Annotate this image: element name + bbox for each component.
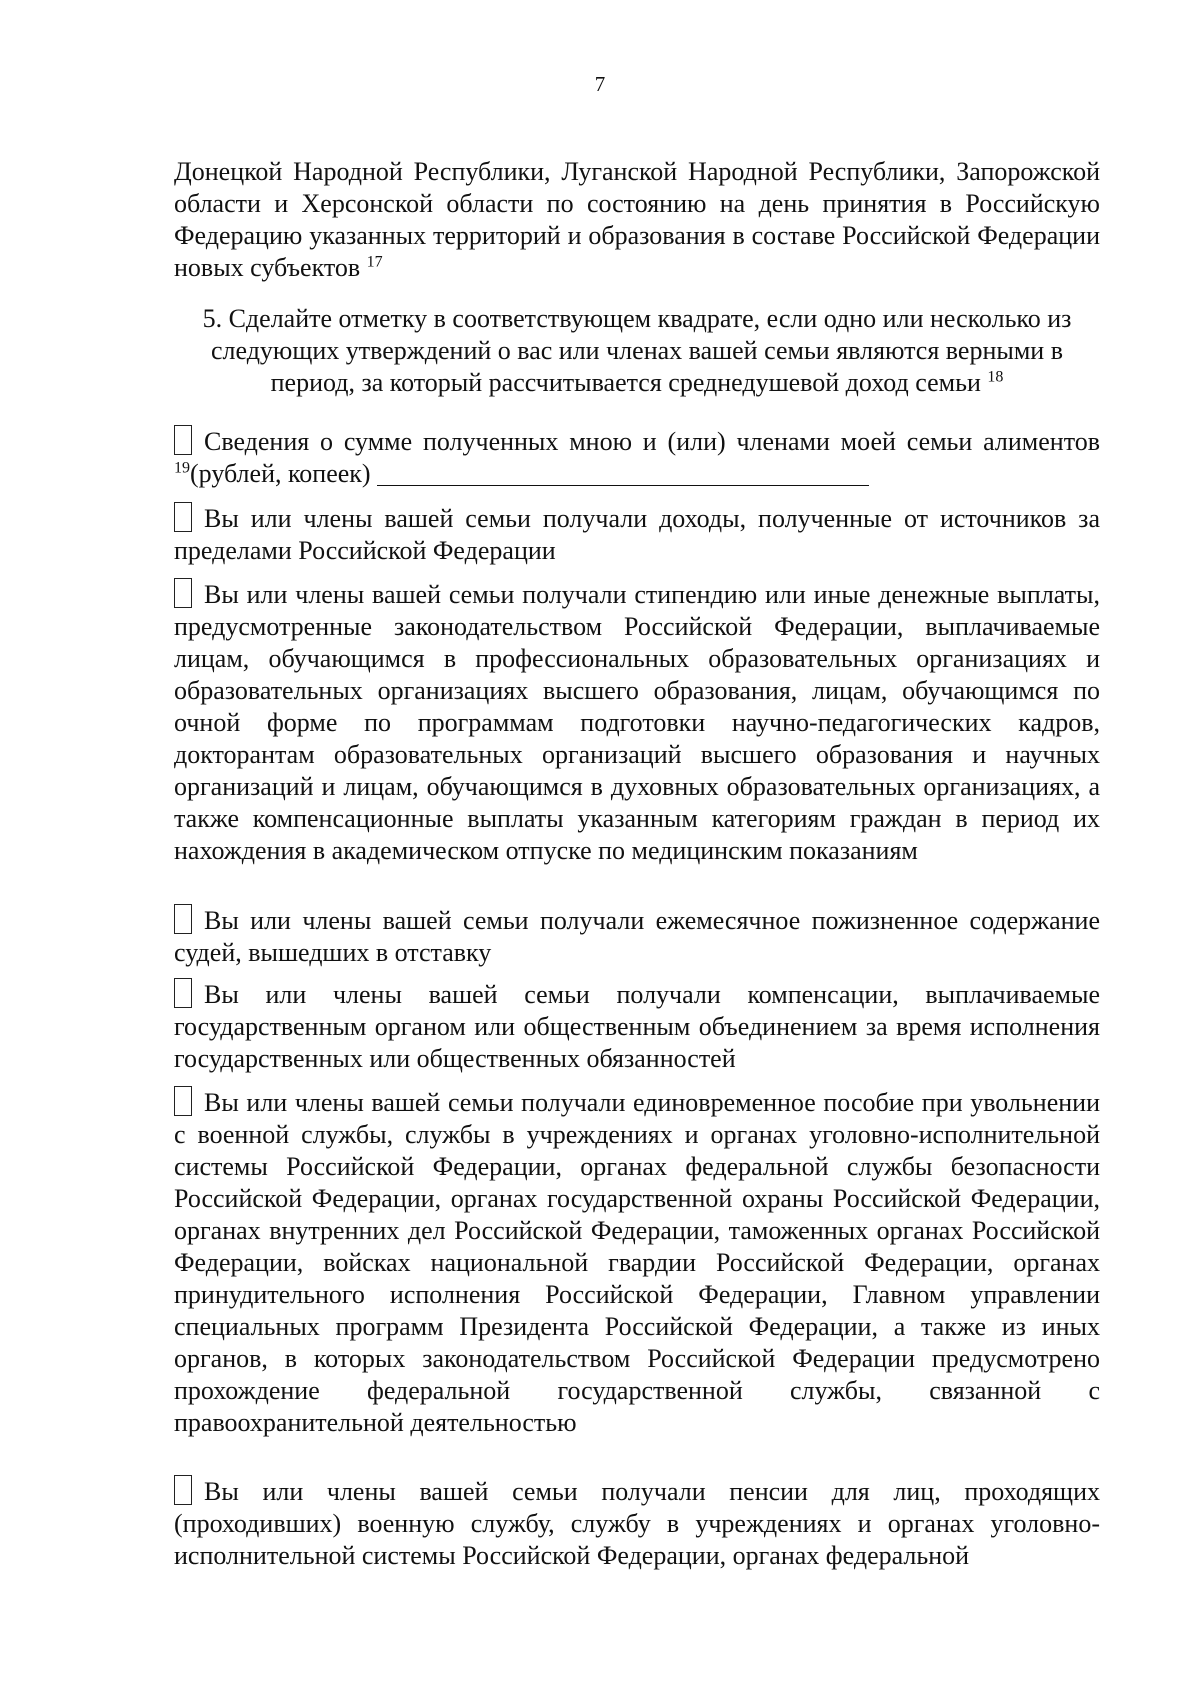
checkbox-judge-allowance[interactable] bbox=[174, 904, 192, 934]
item-text-dismissal-allowance: Вы или члены вашей семьи получали единовременное пособие при увольнении с военной службы, службы в учреждениях и органах уголовно-исполнительной системы Российской Федерации, органах федеральной службы безопасности Российской Федерации, органах государственной охраны Российской Федерации, органах внутренних дел Российской Федерации, таможенных органах Российской Федерации, войсках национальной гвардии Российской Федерации, органах принудительного исполнения Российской Федерации, Главном управлении специальных программ Президента Российской Федерации, а также из иных органов, в которых законодательством Российской Федерации предусмотрено прохождение федеральной государственной службы, связанной с правоохранительной деятельностью bbox=[174, 1088, 1100, 1437]
section-5-heading bbox=[174, 303, 1100, 399]
checkbox-item-stipend bbox=[174, 578, 1100, 867]
intro-text: Донецкой Народной Республики, Луганской Народной Республики, Запорожской области и Херсонской области по состоянию на день принятия в Российскую Федерацию указанных территорий и образования в составе Российской Федерации новых субъектов bbox=[174, 157, 1100, 282]
checkbox-item-judge-allowance bbox=[174, 904, 1100, 969]
footnote-ref-19: 19 bbox=[174, 459, 190, 477]
checkbox-item-pension bbox=[174, 1475, 1100, 1572]
footnote-ref-17: 17 bbox=[366, 253, 383, 271]
item-text-compensation: Вы или члены вашей семьи получали компенсации, выплачиваемые государственным органом или общественным объединением за время исполнения государственных или общественных обязанностей bbox=[174, 980, 1100, 1073]
footnote-ref-18: 18 bbox=[987, 368, 1004, 386]
checkbox-alimony[interactable] bbox=[174, 425, 192, 455]
checkbox-item-foreign-income bbox=[174, 502, 1100, 567]
checkbox-dismissal-allowance[interactable] bbox=[174, 1086, 192, 1116]
checkbox-pension[interactable] bbox=[174, 1475, 192, 1505]
checkbox-compensation[interactable] bbox=[174, 978, 192, 1008]
intro-paragraph bbox=[174, 156, 1100, 284]
item-text-stipend: Вы или члены вашей семьи получали стипендию или иные денежные выплаты, предусмотренные законодательством Российской Федерации, выплачиваемые лицам, обучающимся в профессиональных образовательных организациях и образовательных организациях высшего образования, лицам, обучающимся по очной форме по программам подготовки научно-педагогических кадров, докторантам образовательных организаций высшего образования и научных организаций и лицам, обучающимся в духовных образовательных организациях, а также компенсационные выплаты указанным категориям граждан в период их нахождения в академическом отпуске по медицинским показаниям bbox=[174, 580, 1100, 865]
item-text-pension: Вы или члены вашей семьи получали пенсии для лиц, проходящих (проходивших) военную службу, службу в учреждениях и органах уголовно-исполнительной системы Российской Федерации, органах федеральной bbox=[174, 1477, 1100, 1570]
checkbox-stipend[interactable] bbox=[174, 578, 192, 608]
item-text-alimony-unit: (рублей, копеек) bbox=[190, 459, 371, 488]
checkbox-foreign-income[interactable] bbox=[174, 502, 192, 532]
item-text-foreign-income: Вы или члены вашей семьи получали доходы, полученные от источников за пределами Российской Федерации bbox=[174, 504, 1100, 565]
item-text-alimony: Сведения о сумме полученных мною и (или) членами моей семьи алиментов bbox=[204, 427, 1100, 456]
section-5-text: 5. Сделайте отметку в соответствующем квадрате, если одно или несколько из следующих утверждений о вас или членах вашей семьи являются верными в период, за который рассчитывается среднедушевой доход семьи bbox=[202, 304, 1072, 397]
item-text-judge-allowance: Вы или члены вашей семьи получали ежемесячное пожизненное содержание судей, вышедших в отставку bbox=[174, 906, 1100, 967]
checkbox-item-alimony bbox=[174, 425, 1100, 490]
alimony-amount-field[interactable] bbox=[377, 463, 869, 486]
checkbox-item-compensation bbox=[174, 978, 1100, 1075]
checkbox-item-dismissal-allowance bbox=[174, 1086, 1100, 1439]
page-number: 7 bbox=[594, 72, 606, 96]
